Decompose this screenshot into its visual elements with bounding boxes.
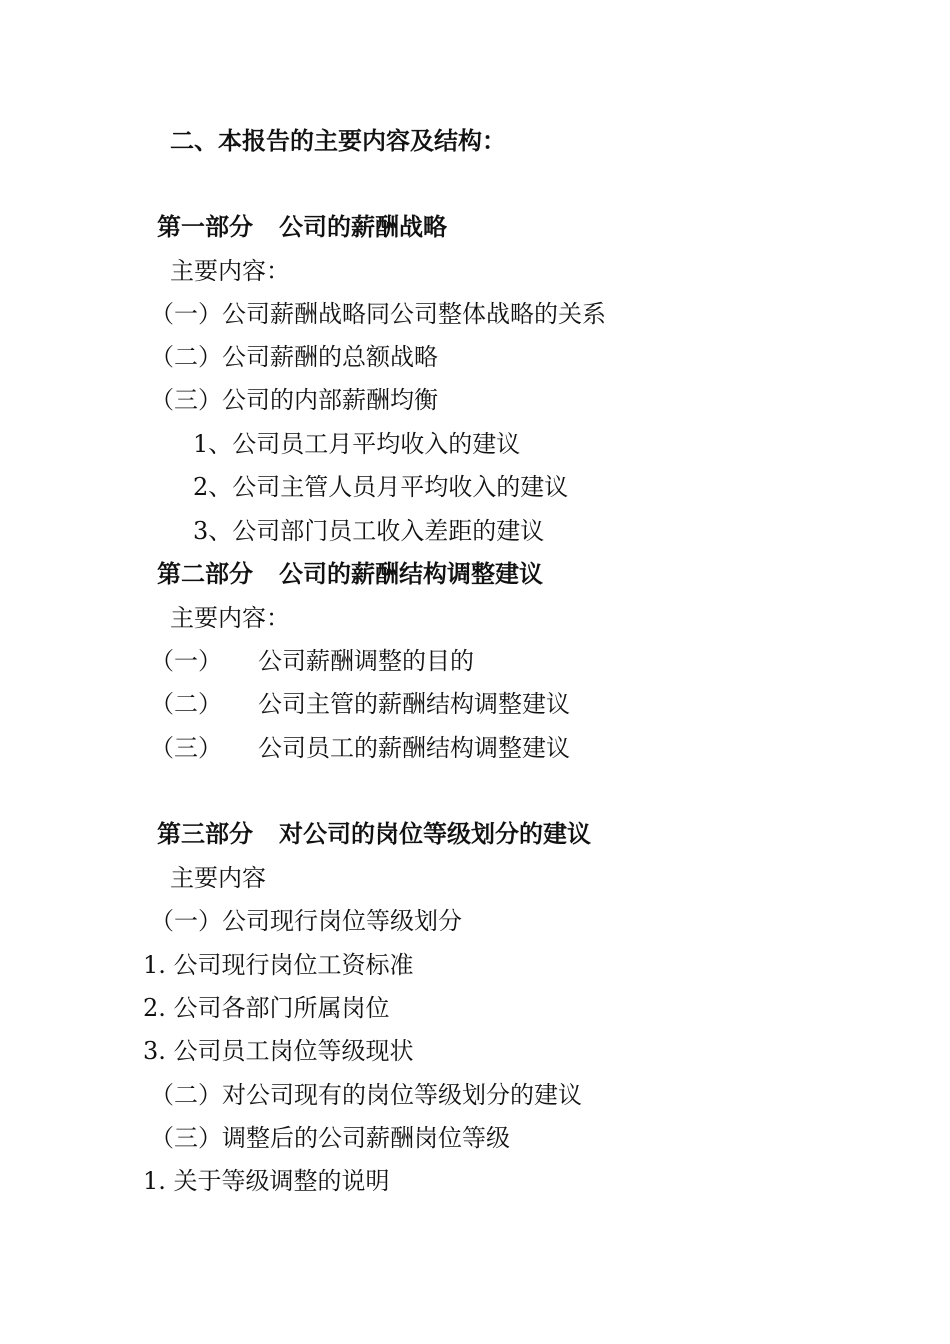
part3-item-1: （一）公司现行岗位等级划分 (150, 907, 462, 935)
part3-item-3: （三）调整后的公司薪酬岗位等级 (150, 1124, 510, 1152)
part2-item-3-num: （三） (150, 734, 222, 762)
part2-main-content-label: 主要内容： (170, 604, 290, 632)
section-title: 二、本报告的主要内容及结构： (170, 127, 506, 155)
part3-item-1-sub-3: 3. 公司员工岗位等级现状 (143, 1037, 414, 1065)
part2-item-2 (150, 689, 570, 719)
part3-main-content-label: 主要内容 (170, 864, 266, 892)
part2-item-1-text: 公司薪酬调整的目的 (258, 647, 474, 675)
part3-label: 第三部分 (157, 820, 253, 848)
part2-title: 公司的薪酬结构调整建议 (279, 560, 543, 588)
part1-subitem-3: 3、公司部门员工收入差距的建议 (193, 517, 545, 545)
part1-heading (157, 212, 447, 242)
part2-heading (157, 559, 543, 589)
part1-label: 第一部分 (157, 213, 253, 241)
part1-item-2: （二）公司薪酬的总额战略 (150, 343, 438, 371)
part2-item-1 (150, 646, 474, 676)
part1-subitem-2: 2、公司主管人员月平均收入的建议 (193, 473, 569, 501)
part3-title: 对公司的岗位等级划分的建议 (279, 820, 591, 848)
part2-label: 第二部分 (157, 560, 253, 588)
part2-item-2-text: 公司主管的薪酬结构调整建议 (258, 690, 570, 718)
part1-item-3: （三）公司的内部薪酬均衡 (150, 386, 438, 414)
part2-item-2-num: （二） (150, 690, 222, 718)
part1-title: 公司的薪酬战略 (279, 213, 447, 241)
part1-main-content-label: 主要内容： (170, 257, 290, 285)
part1-subitem-1: 1、公司员工月平均收入的建议 (193, 430, 521, 458)
part2-item-3 (150, 733, 570, 763)
part2-item-1-num: （一） (150, 647, 222, 675)
part2-item-3-text: 公司员工的薪酬结构调整建议 (258, 734, 570, 762)
part3-heading (157, 819, 591, 849)
part3-item-3-sub-1: 1. 关于等级调整的说明 (143, 1167, 390, 1195)
part1-item-1: （一）公司薪酬战略同公司整体战略的关系 (150, 300, 606, 328)
part3-item-1-sub-1: 1. 公司现行岗位工资标准 (143, 951, 414, 979)
part3-item-1-sub-2: 2. 公司各部门所属岗位 (143, 994, 390, 1022)
part3-item-2: （二）对公司现有的岗位等级划分的建议 (150, 1081, 582, 1109)
